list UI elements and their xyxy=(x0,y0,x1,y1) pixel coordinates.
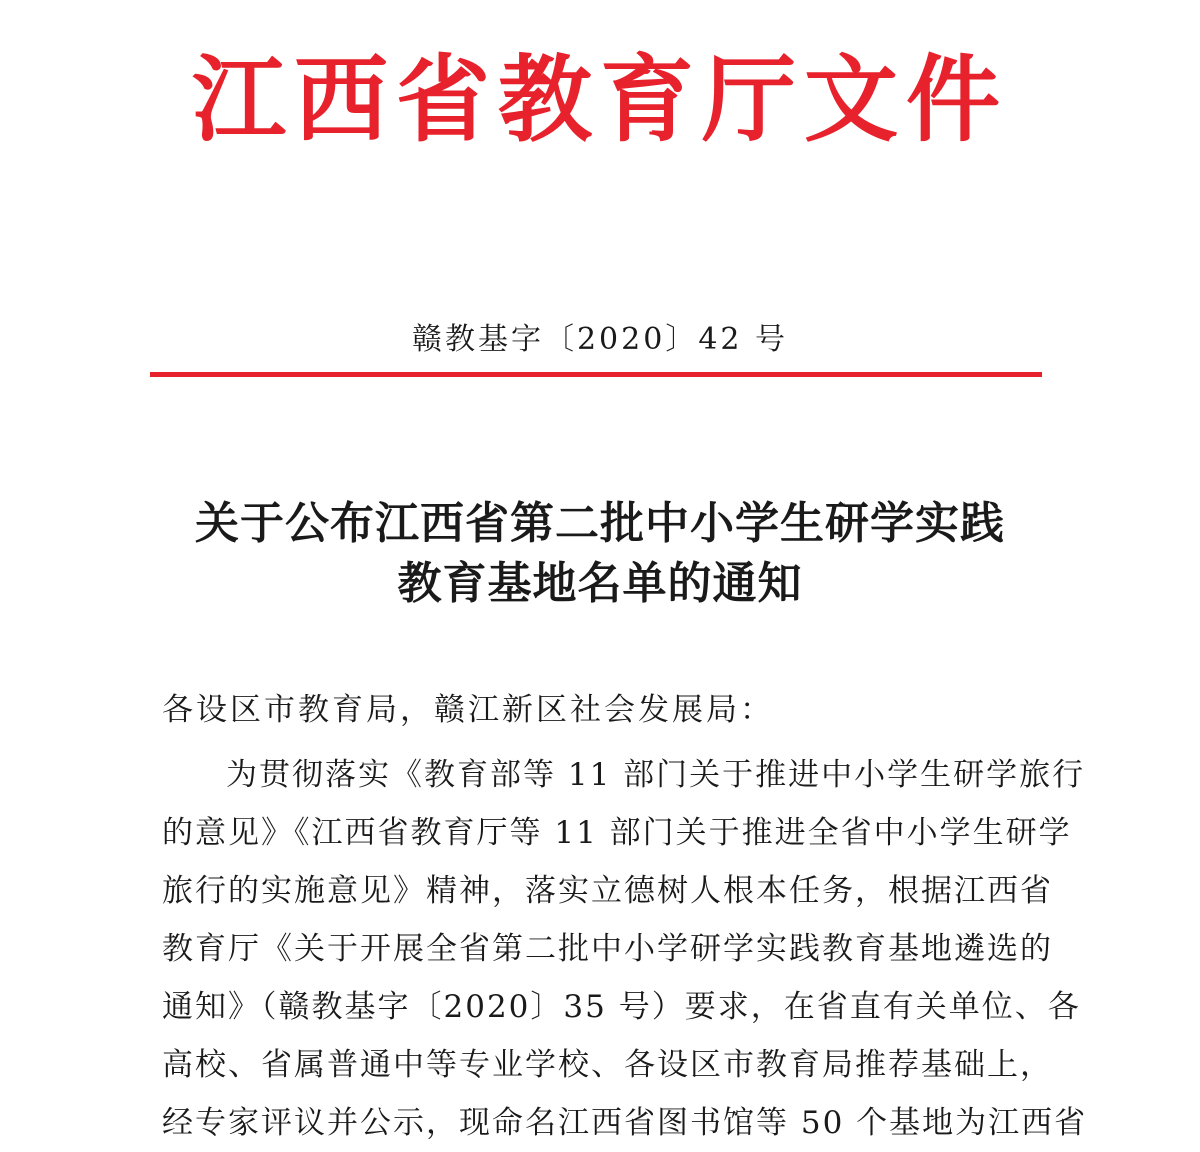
body-line: 为贯彻落实《教育部等 11 部门关于推进中小学生研学旅行 xyxy=(226,757,1086,793)
body-paragraph xyxy=(162,746,1088,1152)
document-number: 赣教基字〔2020〕42 号 xyxy=(411,322,789,357)
body-line: 的意见》《江西省教育厅等 11 部门关于推进全省中小学生研学 xyxy=(162,815,1072,851)
document-header-title: 江西省教育厅文件 xyxy=(191,46,1008,155)
header-divider xyxy=(150,372,1042,377)
body-line: 教育厅《关于开展全省第二批中小学研学实践教育基地遴选的 xyxy=(162,931,1053,967)
salutation: 各设区市教育局，赣江新区社会发展局： xyxy=(162,692,774,728)
body-line: 高校、省属普通中等专业学校、各设区市教育局推荐基础上， xyxy=(162,1047,1053,1083)
body-line: 旅行的实施意见》精神，落实立德树人根本任务，根据江西省 xyxy=(162,873,1053,909)
body-line: 经专家评议并公示，现命名江西省图书馆等 50 个基地为江西省 xyxy=(162,1105,1088,1141)
notice-title-line-1: 关于公布江西省第二批中小学生研学实践 xyxy=(195,498,1005,549)
notice-title-line-2: 教育基地名单的通知 xyxy=(397,558,803,609)
notice-title xyxy=(0,494,1200,614)
body-line: 通知》（赣教基字〔2020〕35 号）要求，在省直有关单位、各 xyxy=(162,989,1081,1025)
